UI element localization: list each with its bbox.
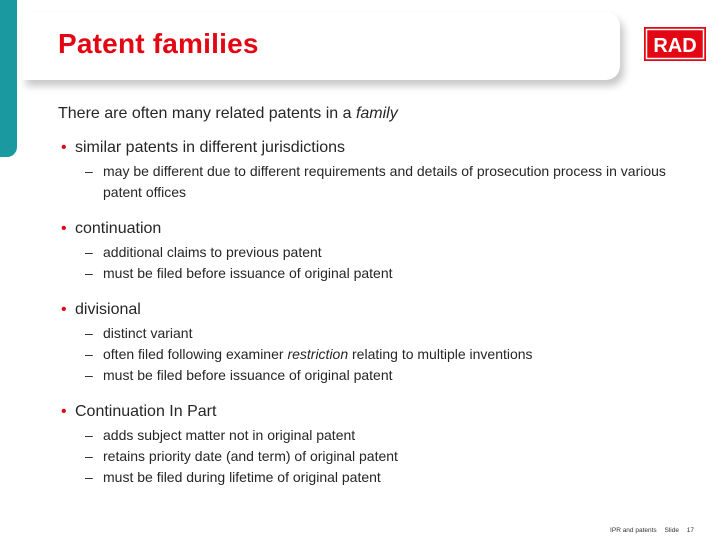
sub-item — [75, 365, 698, 386]
sub-list — [75, 242, 698, 284]
dash-icon: – — [85, 469, 93, 485]
dash-icon: – — [85, 346, 93, 362]
bullet-item — [58, 138, 698, 203]
bullet-dot-icon: • — [61, 220, 67, 237]
dash-icon: – — [85, 427, 93, 443]
svg-text:RAD: RAD — [653, 35, 697, 57]
sub-list — [75, 323, 698, 386]
dash-icon: – — [85, 448, 93, 464]
sub-list — [75, 425, 698, 488]
bullet-label: similar patents in different jurisdictions — [75, 139, 346, 156]
sub-text-prefix: often filed following examiner — [103, 346, 288, 362]
sub-text: may be different due to different requirements and details of prosecution process in various patent offices — [103, 163, 666, 200]
bullet-dot-icon: • — [61, 139, 67, 156]
footer-text: IPR and patents — [610, 527, 657, 534]
sub-item — [75, 242, 698, 263]
rad-logo-icon — [644, 27, 706, 61]
bullet-label: continuation — [75, 220, 162, 237]
sub-item — [75, 425, 698, 446]
sub-item — [75, 446, 698, 467]
dash-icon: – — [85, 367, 93, 383]
sub-list — [75, 161, 698, 203]
sub-item — [75, 323, 698, 344]
bullet-item — [58, 300, 698, 386]
dash-icon: – — [85, 163, 93, 179]
dash-icon: – — [85, 244, 93, 260]
bullet-item — [58, 219, 698, 284]
sub-text: retains priority date (and term) of original patent — [103, 448, 398, 464]
slide-number: 17 — [686, 527, 694, 534]
sub-text-emphasis: restriction — [287, 346, 349, 362]
bullet-label: Continuation In Part — [75, 403, 217, 420]
sub-text: distinct variant — [103, 325, 193, 341]
intro-line — [58, 104, 698, 124]
sub-item — [75, 263, 698, 284]
dash-icon: – — [85, 325, 93, 341]
dash-icon: – — [85, 265, 93, 281]
bullet-list — [58, 138, 698, 488]
intro-emphasis: family — [355, 105, 398, 122]
slide-title: Patent families — [58, 28, 259, 59]
bullet-item — [58, 402, 698, 488]
rad-logo — [644, 27, 706, 61]
sub-text: must be filed before issuance of original patent — [103, 265, 393, 281]
slide-body — [58, 104, 698, 488]
intro-prefix: There are often many related patents in a — [58, 105, 356, 122]
bullet-dot-icon: • — [61, 403, 67, 420]
slide-footer — [610, 527, 694, 534]
side-accent-bar — [0, 0, 17, 157]
sub-text: additional claims to previous patent — [103, 244, 322, 260]
bullet-dot-icon: • — [61, 301, 67, 318]
bullet-label: divisional — [75, 301, 141, 318]
sub-item — [75, 161, 698, 203]
sub-item — [75, 344, 698, 365]
sub-text: must be filed before issuance of original patent — [103, 367, 393, 383]
sub-text-suffix: relating to multiple inventions — [348, 346, 533, 362]
slide-label: Slide — [664, 527, 679, 534]
sub-item — [75, 467, 698, 488]
sub-text: must be filed during lifetime of original patent — [103, 469, 381, 485]
sub-text: adds subject matter not in original patent — [103, 427, 356, 443]
